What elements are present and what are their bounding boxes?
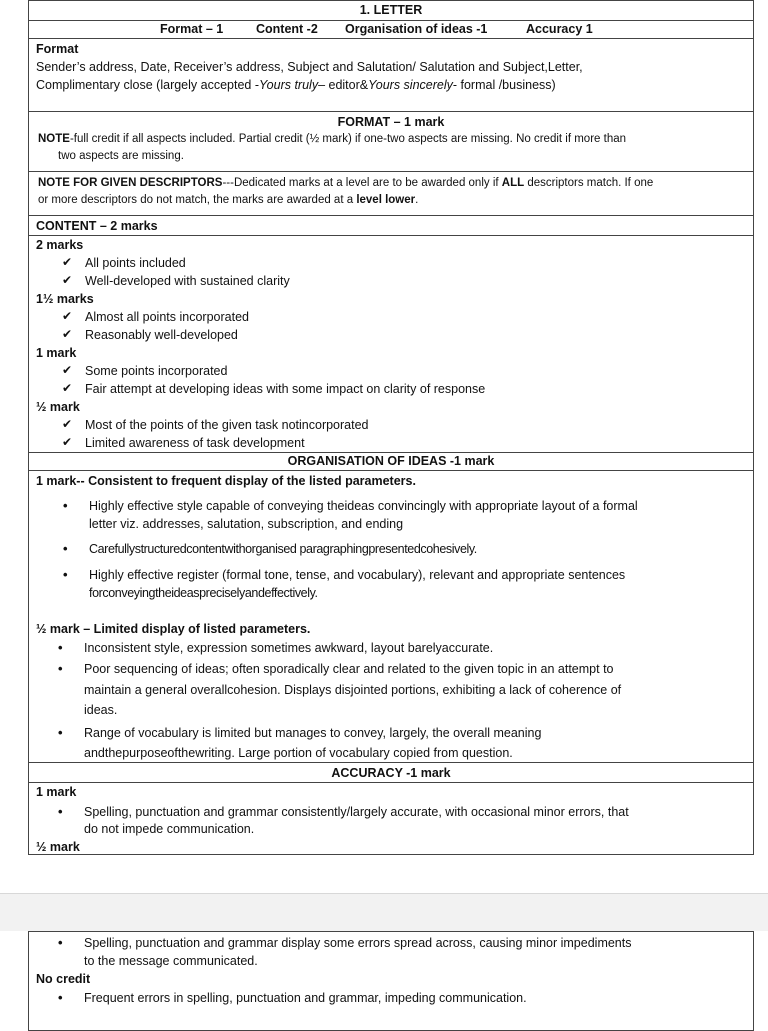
accuracy-point: Spelling, punctuation and grammar consistently/largely accurate, with occasional minor errors, that: [84, 805, 629, 819]
accuracy-heading-row: [29, 762, 753, 783]
check-icon: ✔: [62, 327, 73, 341]
summary-row: [29, 20, 753, 39]
no-credit-point: Frequent errors in spelling, punctuation and grammar, impeding communication.: [84, 991, 527, 1005]
content-levels-row: [29, 235, 753, 453]
content-level-label: 2 marks: [36, 238, 84, 252]
bullet-icon: •: [63, 541, 68, 556]
organisation-heading: ORGANISATION OF IDEAS -1 mark: [287, 454, 495, 468]
bullet-icon: •: [63, 567, 68, 582]
summary-accuracy: Accuracy 1: [526, 22, 593, 36]
accuracy-half-point: Spelling, punctuation and grammar display some errors spread across, causing minor impediments: [84, 936, 632, 950]
accuracy-body-row: [29, 782, 753, 856]
content-point: Almost all points incorporated: [85, 310, 249, 324]
accuracy-one-mark-label: 1 mark: [36, 785, 77, 799]
marking-scheme-table: [28, 0, 754, 855]
page-title: 1. LETTER: [359, 3, 423, 17]
content-point: Fair attempt at developing ideas with some impact on clarity of response: [85, 382, 486, 396]
format-note: NOTE-full credit if all aspects included. Partial credit (½ mark) if one-two aspects are missing. No credit if more than: [38, 133, 627, 145]
organisation-one-mark-label: 1 mark-- Consistent to frequent display of the listed parameters.: [36, 474, 416, 488]
accuracy-heading: ACCURACY -1 mark: [331, 766, 451, 780]
organisation-half-mark-label: ½ mark – Limited display of listed parameters.: [36, 622, 311, 636]
summary-content: Content -2: [256, 22, 318, 36]
content-heading: CONTENT – 2 marks: [36, 219, 158, 233]
accuracy-half-point-cont: to the message communicated.: [84, 954, 258, 968]
format-line-2: Complimentary close (largely accepted -Yours truly– editor&Yours sincerely- formal /business): [36, 78, 556, 92]
check-icon: ✔: [62, 435, 73, 449]
check-icon: ✔: [62, 363, 73, 377]
format-heading: Format: [36, 42, 79, 56]
organisation-point-cont: forconveyingtheideaspreciselyandeffectively.: [89, 586, 318, 600]
organisation-heading-row: [29, 452, 753, 471]
organisation-half-point-cont: maintain a general overallcohesion. Displays disjointed portions, exhibiting a lack of coherence of: [84, 683, 622, 697]
organisation-point-cont: letter viz. addresses, salutation, subscription, and ending: [89, 517, 404, 531]
content-point: All points included: [85, 256, 186, 270]
marking-scheme-table-continued: [28, 931, 754, 1031]
summary-organisation: Organisation of ideas -1: [345, 22, 488, 36]
title-row: [29, 1, 753, 20]
bullet-icon: •: [58, 804, 63, 819]
descriptors-note-line-2: or more descriptors do not match, the marks are awarded at a level lower.: [38, 194, 419, 206]
bullet-icon: •: [58, 661, 63, 676]
format-description-row: [29, 38, 753, 112]
check-icon: ✔: [62, 381, 73, 395]
summary-format: Format – 1: [160, 22, 224, 36]
bullet-icon: •: [58, 935, 63, 950]
organisation-half-point-cont: andthepurposeofthewriting. Large portion of vocabulary copied from question.: [84, 746, 513, 760]
format-line-1: Sender’s address, Date, Receiver’s address, Subject and Salutation/ Salutation and Subject,Letter,: [36, 60, 583, 74]
no-credit-label: No credit: [36, 972, 91, 986]
content-level-label: 1 mark: [36, 346, 77, 360]
descriptors-note-row: [29, 171, 753, 216]
page-gap: [0, 893, 768, 933]
content-level-label: 1½ marks: [36, 292, 94, 306]
check-icon: ✔: [62, 273, 73, 287]
organisation-half-point: Inconsistent style, expression sometimes awkward, layout barelyaccurate.: [84, 641, 494, 655]
format-mark-heading: FORMAT – 1 mark: [337, 115, 445, 129]
organisation-half-point-cont: ideas.: [84, 703, 118, 717]
content-point: Well-developed with sustained clarity: [85, 274, 290, 288]
bullet-icon: •: [58, 990, 63, 1005]
organisation-half-point: Range of vocabulary is limited but manages to convey, largely, the overall meaning: [84, 726, 542, 740]
format-note-cont: two aspects are missing.: [58, 150, 184, 162]
organisation-body-row: [29, 470, 753, 763]
page-2: [0, 931, 768, 1024]
check-icon: ✔: [62, 417, 73, 431]
content-point: Most of the points of the given task notincorporated: [85, 418, 369, 432]
content-point: Limited awareness of task development: [85, 436, 305, 450]
accuracy-half-mark-label: ½ mark: [36, 840, 80, 854]
content-point: Reasonably well-developed: [85, 328, 238, 342]
bullet-icon: •: [63, 498, 68, 513]
accuracy-point-cont: do not impede communication.: [84, 822, 255, 836]
bullet-icon: •: [58, 725, 63, 740]
bullet-icon: •: [58, 640, 63, 655]
organisation-point: Highly effective register (formal tone, tense, and vocabulary), relevant and appropriate sentences: [89, 568, 626, 582]
check-icon: ✔: [62, 309, 73, 323]
content-level-label: ½ mark: [36, 400, 80, 414]
organisation-point: Highly effective style capable of conveying theideas convincingly with appropriate layout of a formal: [89, 499, 638, 513]
content-heading-row: [29, 215, 753, 236]
check-icon: ✔: [62, 255, 73, 269]
organisation-point: Carefullystructuredcontentwithorganised paragraphingpresentedcohesively.: [89, 542, 477, 556]
format-mark-row: [29, 111, 753, 172]
organisation-half-point: Poor sequencing of ideas; often sporadically clear and related to the given topic in an attempt to: [84, 662, 614, 676]
content-point: Some points incorporated: [85, 364, 228, 378]
descriptors-note-line-1: NOTE FOR GIVEN DESCRIPTORS---Dedicated marks at a level are to be awarded only if ALL descriptors match. If one: [38, 177, 654, 189]
